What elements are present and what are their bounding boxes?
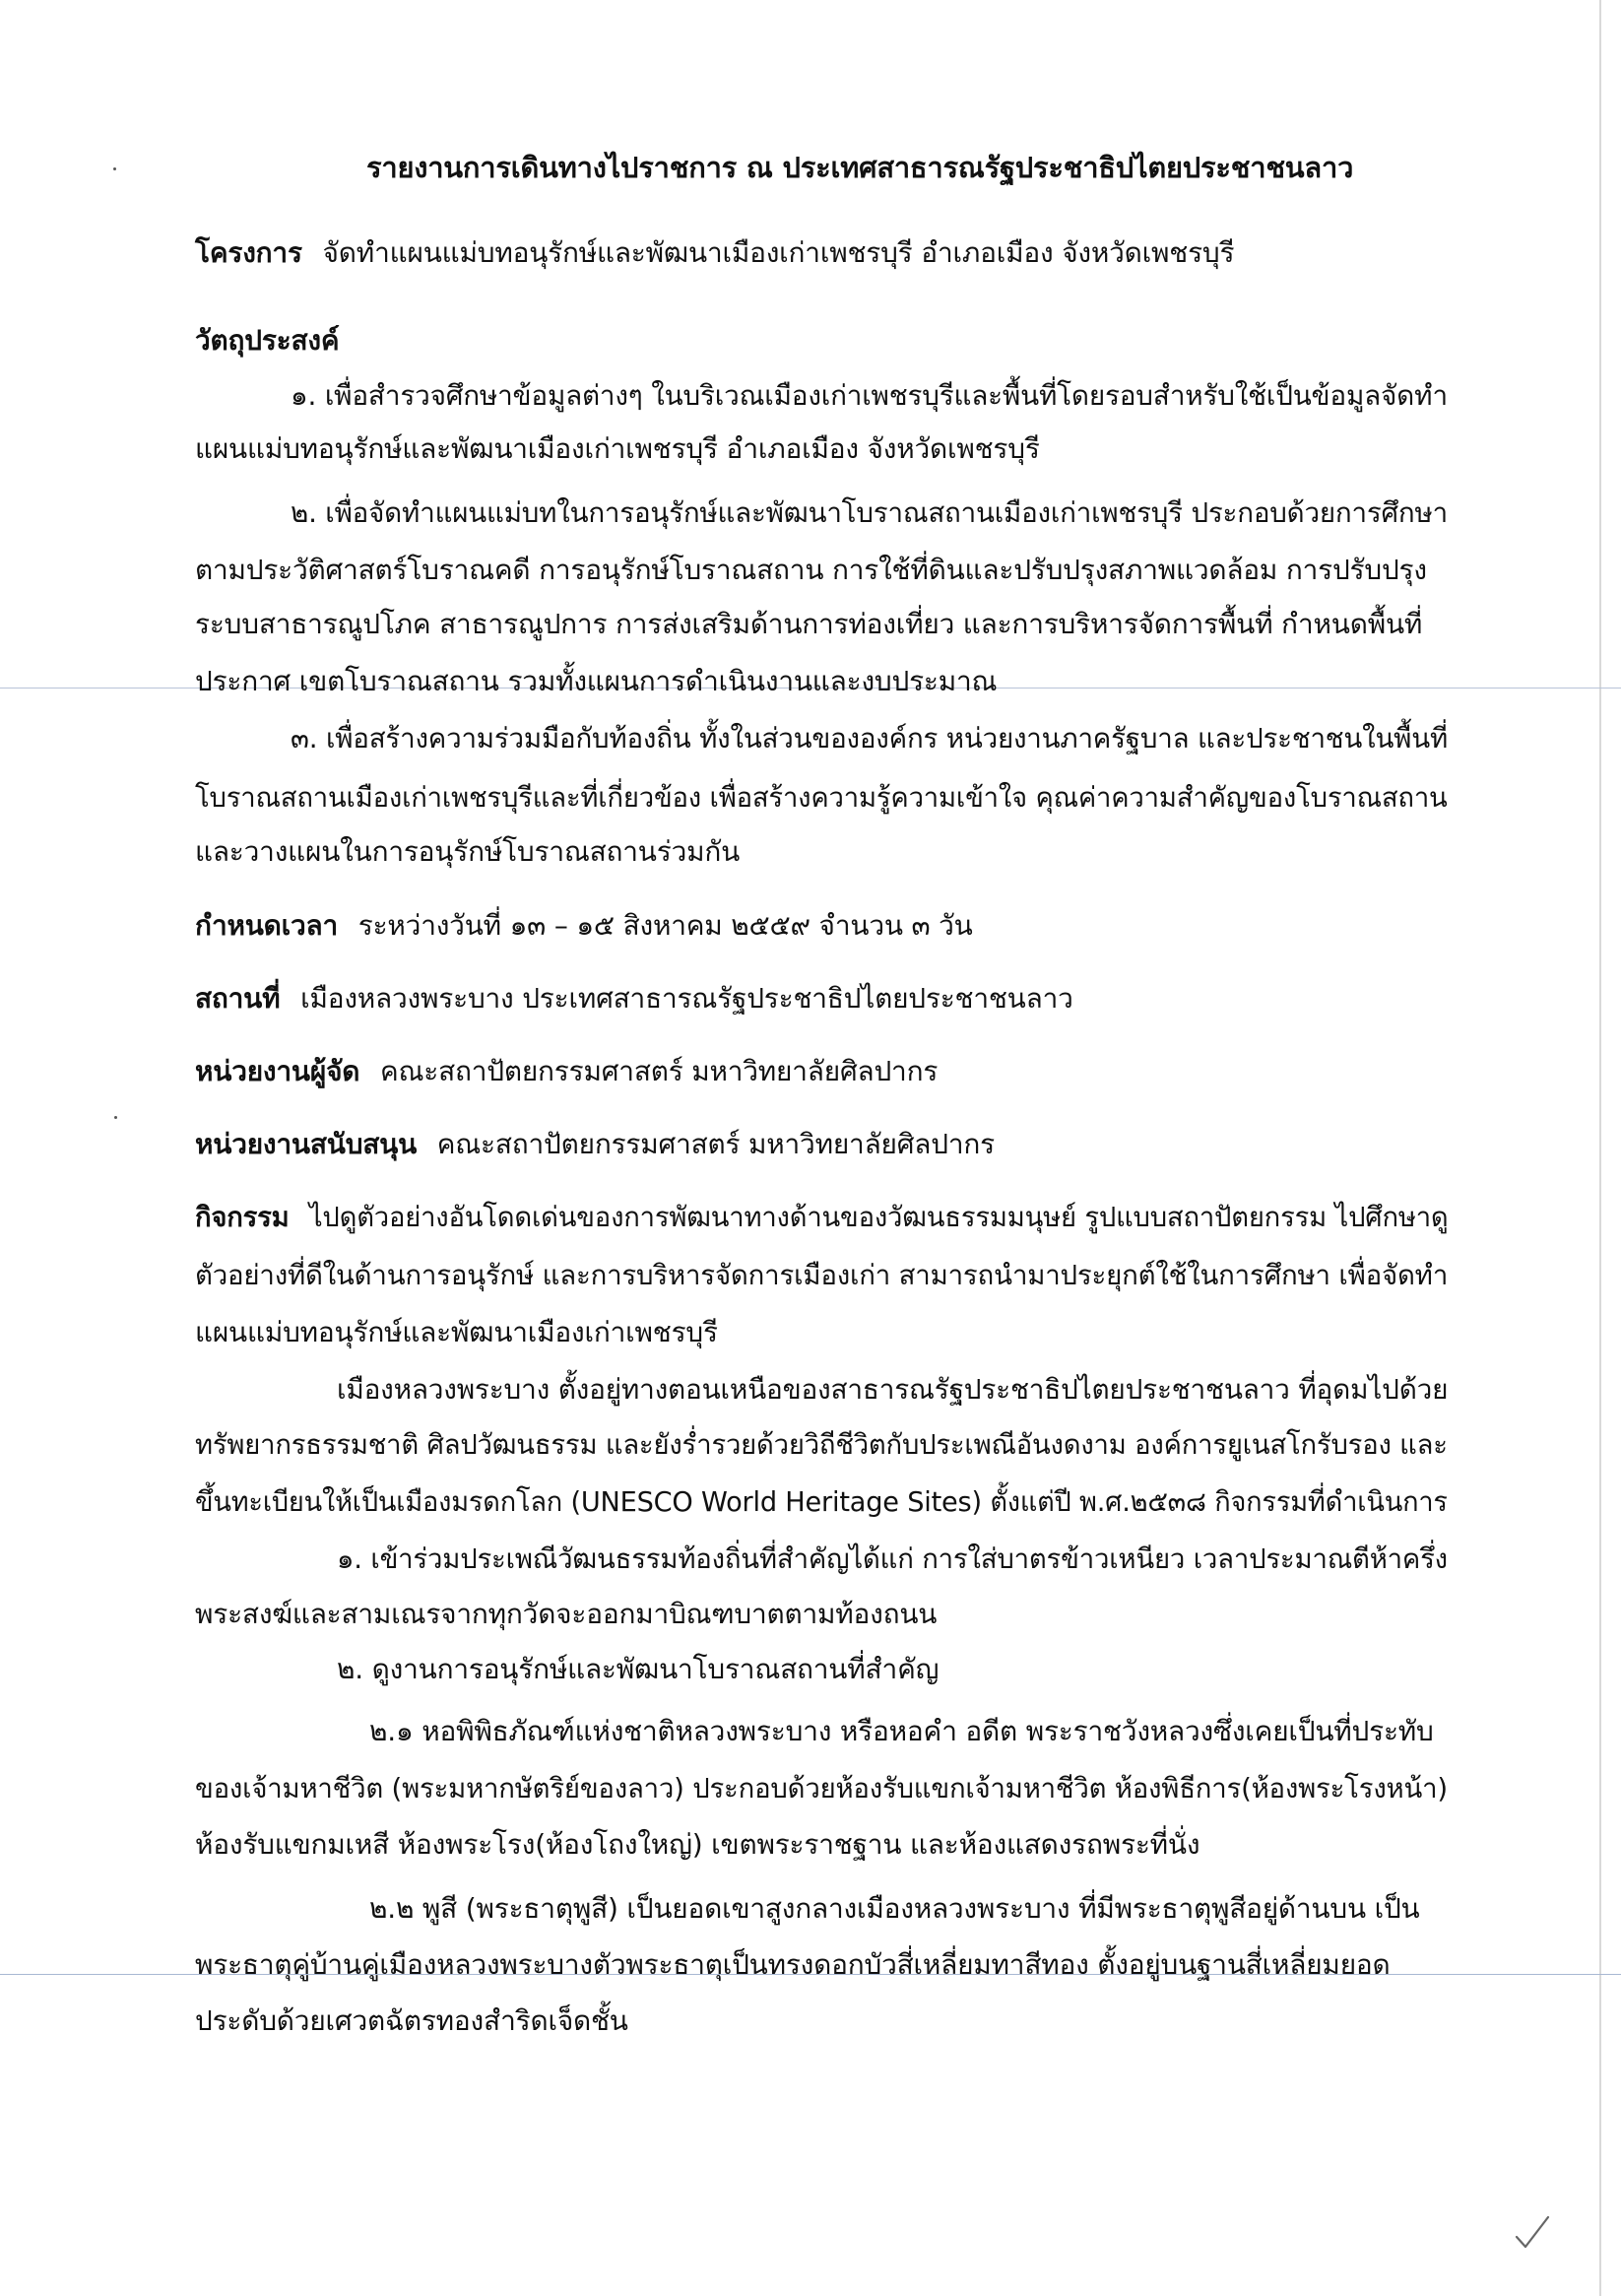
period-value: ระหว่างวันที่ ๑๓ – ๑๕ สิงหาคม ๒๕๕๙ จำนวน ๓ วัน <box>357 909 973 942</box>
activity-line: ๑. เข้าร่วมประเพณีวัฒนธรรมท้องถิ่นที่สำคัญได้แก่ การใส่บาตรข้าวเหนียว เวลาประมาณตีห้าครึ่ง <box>337 1542 1448 1575</box>
objective-line: ๑. เพื่อสำรวจศึกษาข้อมูลต่างๆ ในบริเวณเมืองเก่าเพชรบุรีและพื้นที่โดยรอบสำหรับใช้เป็นข้อมูลจัดทำ <box>291 379 1448 412</box>
objective-line: ตามประวัติศาสตร์โบราณคดี การอนุรักษ์โบราณสถาน การใช้ที่ดินและปรับปรุงสภาพแวดล้อม การปรับปรุง <box>195 554 1427 586</box>
scan-edge <box>1599 0 1601 2296</box>
activity-line: ๒. ดูงานการอนุรักษ์และพัฒนาโบราณสถานที่สำคัญ <box>337 1653 940 1685</box>
checkmark-icon <box>1513 2213 1552 2253</box>
activity-line: เมืองหลวงพระบาง ตั้งอยู่ทางตอนเหนือของสาธารณรัฐประชาธิปไตยประชาชนลาว ที่อุดมไปด้วย <box>337 1373 1449 1406</box>
activity-line: ขึ้นทะเบียนให้เป็นเมืองมรดกโลก (UNESCO World Heritage Sites) ตั้งแต่ปี พ.ศ.๒๕๓๘ กิจกรรมที่ดำเนินการ <box>195 1485 1448 1518</box>
objectives-heading: วัตถุประสงค์ <box>195 324 340 357</box>
activities-first-line: ไปดูตัวอย่างอันโดดเด่นของการพัฒนาทางด้านของวัฒนธรรมมนุษย์ รูปแบบสถาปัตยกรรม ไปศึกษาดู <box>308 1201 1449 1233</box>
organizer-label: หน่วยงานผู้จัด <box>195 1055 360 1087</box>
activity-line: ทรัพยากรธรรมชาติ ศิลปวัฒนธรรม และยังร่ำรวยด้วยวิถีชีวิตกับประเพณีอันงดงาม องค์การยูเนสโกรับรอง และ <box>195 1428 1448 1461</box>
supporter-row <box>195 1125 995 1164</box>
activity-line: พระธาตุคู่บ้านคู่เมืองหลวงพระบางตัวพระธาตุเป็นทรงดอกบัวสี่เหลี่ยมทาสีทอง ตั้งอยู่บนฐานสี่เหลี่ยมยอด <box>195 1948 1391 1981</box>
scan-speck <box>113 167 116 170</box>
activities-label: กิจกรรม <box>195 1201 290 1233</box>
report-title: รายงานการเดินทางไปราชการ ณ ประเทศสาธารณรัฐประชาธิปไตยประชาชนลาว <box>366 151 1354 184</box>
activity-line: ห้องรับแขกมเหสี ห้องพระโรง(ห้องโถงใหญ่) เขตพระราชฐาน และห้องแสดงรถพระที่นั่ง <box>195 1828 1200 1861</box>
project-label: โครงการ <box>195 236 302 269</box>
project-value: จัดทำแผนแม่บทอนุรักษ์และพัฒนาเมืองเก่าเพชรบุรี อำเภอเมือง จังหวัดเพชรบุรี <box>322 236 1235 269</box>
activity-line: แผนแม่บทอนุรักษ์และพัฒนาเมืองเก่าเพชรบุรี <box>195 1316 718 1348</box>
objective-line: ๒. เพื่อจัดทำแผนแม่บทในการอนุรักษ์และพัฒนาโบราณสถานเมืองเก่าเพชรบุรี ประกอบด้วยการศึกษา <box>291 496 1448 529</box>
place-value: เมืองหลวงพระบาง ประเทศสาธารณรัฐประชาธิปไตยประชาชนลาว <box>300 982 1073 1015</box>
objective-line: ประกาศ เขตโบราณสถาน รวมทั้งแผนการดำเนินงานและงบประมาณ <box>195 665 998 697</box>
activity-line: ๒.๒ พูสี (พระธาตุพูสี) เป็นยอดเขาสูงกลางเมืองหลวงพระบาง ที่มีพระธาตุพูสีอยู่ด้านบน เป็น <box>369 1892 1420 1925</box>
activity-line: ๒.๑ หอพิพิธภัณฑ์แห่งชาติหลวงพระบาง หรือหอคำ อดีต พระราชวังหลวงซึ่งเคยเป็นที่ประทับ <box>369 1715 1434 1747</box>
objective-line: และวางแผนในการอนุรักษ์โบราณสถานร่วมกัน <box>195 835 741 868</box>
project-row <box>195 233 1234 273</box>
activities-row <box>195 1198 1449 1237</box>
activity-line: พระสงฆ์และสามเณรจากทุกวัดจะออกมาบิณฑบาตตามท้องถนน <box>195 1598 938 1630</box>
activity-line: ของเจ้ามหาชีวิต (พระมหากษัตริย์ของลาว) ประกอบด้วยห้องรับแขกเจ้ามหาชีวิต ห้องพิธีการ(ห้องพระโรงหน้า) <box>195 1772 1448 1804</box>
organizer-value: คณะสถาปัตยกรรมศาสตร์ มหาวิทยาลัยศิลปากร <box>379 1055 939 1087</box>
place-row <box>195 979 1073 1018</box>
place-label: สถานที่ <box>195 982 281 1015</box>
period-label: กำหนดเวลา <box>195 909 339 942</box>
supporter-label: หน่วยงานสนับสนุน <box>195 1128 418 1160</box>
activity-line: ตัวอย่างที่ดีในด้านการอนุรักษ์ และการบริหารจัดการเมืองเก่า สามารถนำมาประยุกต์ใช้ในการศึกษา เพื่อจัดทำ <box>195 1259 1449 1291</box>
objective-line: แผนแม่บทอนุรักษ์และพัฒนาเมืองเก่าเพชรบุรี อำเภอเมือง จังหวัดเพชรบุรี <box>195 432 1040 465</box>
activity-line: ประดับด้วยเศวตฉัตรทองสำริดเจ็ดชั้น <box>195 2004 628 2037</box>
objective-line: ระบบสาธารณูปโภค สาธารณูปการ การส่งเสริมด้านการท่องเที่ยว และการบริหารจัดการพื้นที่ กำหนดพื้นที่ <box>195 608 1423 640</box>
supporter-value: คณะสถาปัตยกรรมศาสตร์ มหาวิทยาลัยศิลปากร <box>436 1128 995 1160</box>
objective-line: โบราณสถานเมืองเก่าเพชรบุรีและที่เกี่ยวข้อง เพื่อสร้างความรู้ความเข้าใจ คุณค่าความสำคัญของโบราณสถาน <box>195 781 1448 814</box>
organizer-row <box>195 1052 938 1091</box>
scan-speck <box>114 1116 117 1119</box>
period-row <box>195 906 973 946</box>
objective-line: ๓. เพื่อสร้างความร่วมมือกับท้องถิ่น ทั้งในส่วนขององค์กร หน่วยงานภาครัฐบาล และประชาชนในพื้นที่ <box>291 722 1449 754</box>
